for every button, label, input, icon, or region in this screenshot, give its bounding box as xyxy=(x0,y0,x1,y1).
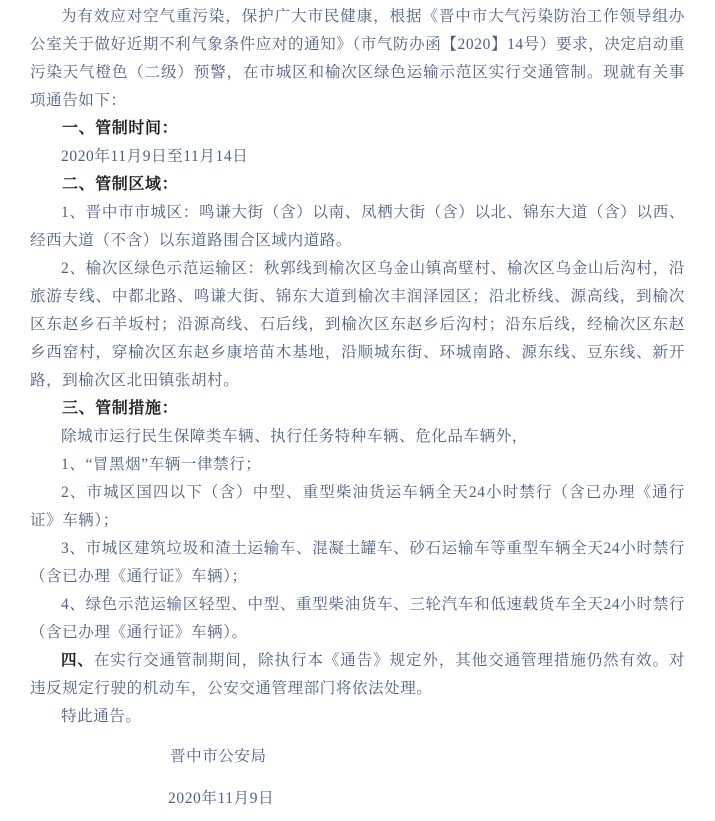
issue-date: 2020年11月9日 xyxy=(168,790,275,807)
section-4-body: 在实行交通管制期间，除执行本《通告》规定外，其他交通管理措施仍然有效。对违反规定行驶的机动车，公安交通管理部门将依法处理。 xyxy=(30,652,685,697)
closing-paragraph: 特此通告。 xyxy=(61,708,142,725)
section-4-lead: 四、 xyxy=(61,652,94,669)
measures-intro-paragraph: 除城市运行民生保障类车辆、执行任务特种车辆、危化品车辆外， xyxy=(61,428,528,445)
measure-2-paragraph: 2、市城区国四以下（含）中型、重型柴油货运车辆全天24小时禁行（含已办理《通行证》车辆）； xyxy=(30,484,685,529)
measure-3-paragraph: 3、市城区建筑垃圾和渣土运输车、混凝土罐车、砂石运输车等重型车辆全天24小时禁行（含已办理《通行证》车辆）； xyxy=(30,540,685,585)
intro-paragraph: 为有效应对空气重污染，保护广大市民健康，根据《晋中市大气污染防治工作领导组办公室关于做好近期不利气象条件应对的通知》（市气防办函【2020】14号）要求，决定启动重污染天气橙色（二级）预警，在市城区和榆次区绿色运输示范区实行交通管制。现就有关事项通告如下： xyxy=(30,8,685,109)
section-1-heading: 一、管制时间： xyxy=(62,120,179,137)
section-4-paragraph xyxy=(30,647,685,703)
measure-4-paragraph: 4、绿色示范运输区轻型、中型、重型柴油货车、三轮汽车和低速载货车全天24小时禁行（含已办理《通行证》车辆）。 xyxy=(30,596,685,641)
control-time-paragraph: 2020年11月9日至11月14日 xyxy=(61,148,249,165)
control-area-city-paragraph: 1、晋中市市城区：鸣谦大街（含）以南、凤栖大街（含）以北、锦东大道（含）以西、经西大道（不含）以东道路围合区域内道路。 xyxy=(30,204,685,249)
section-2-heading: 二、管制区域： xyxy=(62,176,179,193)
section-3-heading: 三、管制措施： xyxy=(62,400,179,417)
measure-1-paragraph: 1、“冒黑烟”车辆一律禁行； xyxy=(61,456,262,473)
control-area-green-zone-paragraph: 2、榆次区绿色示范运输区：秋郭线到榆次区乌金山镇高壁村、榆次区乌金山后沟村，沿旅游专线、中都北路、鸣谦大街、锦东大道到榆次丰润泽园区；沿北桥线、源高线，到榆次区东赵乡石羊坂村；沿源高线、石后线，到榆次区东赵乡后沟村；沿东后线，经榆次区东赵乡西窑村，穿榆次区东赵乡康培苗木基地，沿顺城东街、环城南路、源东线、豆东线、新开路，到榆次区北田镇张胡村。 xyxy=(30,260,685,389)
issuing-authority: 晋中市公安局 xyxy=(170,748,267,765)
